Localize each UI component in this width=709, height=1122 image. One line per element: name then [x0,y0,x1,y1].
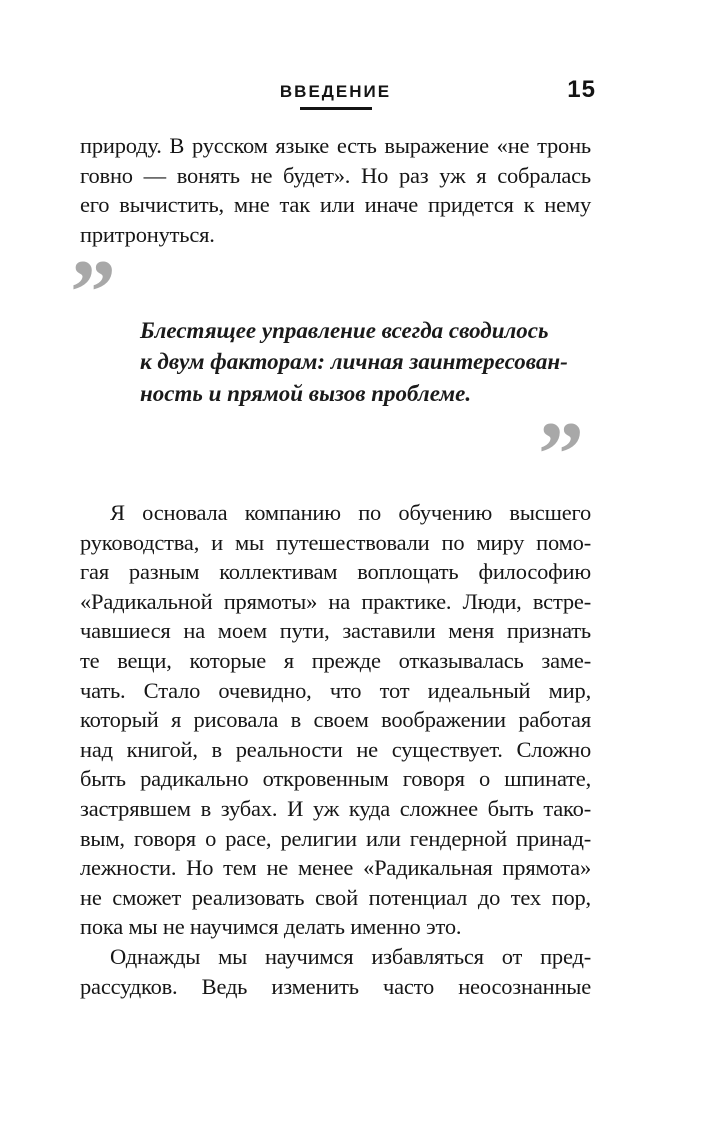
body-line: застрявшем в зубах. И уж куда сложнее быть тако- [80,795,591,821]
body-line: вым, говоря о расе, религии или гендерной принад- [80,825,591,851]
paragraph-1 [80,131,591,249]
page-title: ВВЕДЕНИЕ [279,82,392,101]
body-line: те вещи, которые я прежде отказывалась заме- [80,647,591,673]
pull-quote [140,315,570,409]
body-line: руководства, и мы путешествовали по миру помо- [80,529,591,555]
body-line: его вычистить, мне так или иначе придется к нему [80,192,591,218]
body-line: природу. В русском языке есть выражение «не тронь [80,133,591,158]
paragraph-2 [80,498,591,1001]
body-line: не сможет реализовать свой потенциал до тех пор, [80,884,591,910]
body-line: гая разным коллективам воплощать философию [80,559,591,585]
body-line: Однажды мы научимся избавляться от пред- [110,943,591,969]
body-line: лежности. Но тем не менее «Радикальная прямота» [80,855,591,881]
body-line: рассудков. Ведь изменить часто неосознанные [80,973,591,999]
body-line: быть радикально откровенным говоря о шпинате, [80,766,591,792]
open-quote-icon: ” [70,241,116,343]
quote-line: Блестящее управление всегда сводилось [140,318,549,343]
body-line: Я основала компанию по обучению высшего [110,500,591,525]
body-line: чавшиеся на моем пути, заставили меня признать [80,618,591,644]
body-line: притронуться. [80,221,215,247]
body-line: над книгой, в реальности не существует. Сложно [80,736,591,762]
body-line: чать. Стало очевидно, что тот идеальный мир, [80,677,591,703]
body-line: говно — вонять не будет». Но раз уж я собралась [80,162,591,188]
body-line: пока мы не научимся делать именно это. [80,914,462,940]
page-number: 15 [567,76,596,103]
body-line: «Радикальной прямоты» на практике. Люди, встре- [80,588,591,614]
title-underline-rule [300,107,372,110]
body-line: который я рисовала в своем воображении работая [80,707,591,733]
quote-line: ность и прямой вызов проблеме. [140,380,472,406]
quote-line: к двум факторам: личная заинтересован- [140,349,568,375]
close-quote-icon: ” [538,403,584,505]
